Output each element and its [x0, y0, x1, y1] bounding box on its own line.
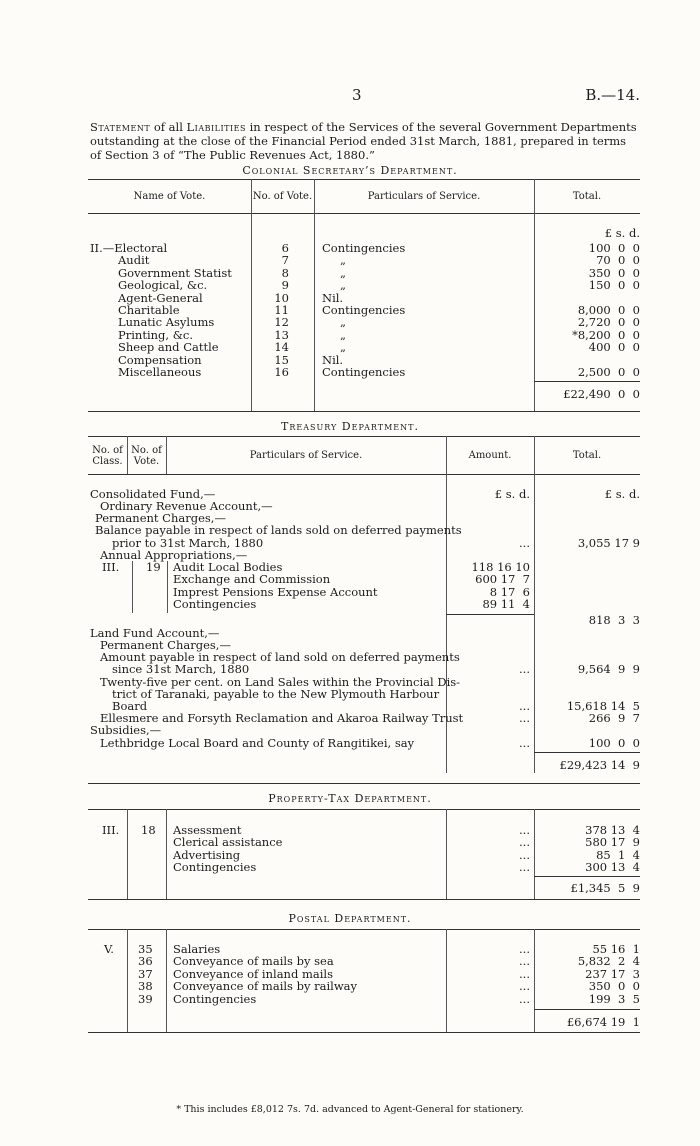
- treasury-header-vote: No. of Vote.: [131, 445, 162, 467]
- property-tax-amount: 378 13 4: [585, 823, 640, 837]
- treasury-header-particulars: Particulars of Service.: [249, 450, 363, 461]
- property-tax-ellipsis: ...: [519, 860, 530, 875]
- postal-amount: 237 17 3: [585, 966, 640, 981]
- colonial-amount: 8,000 0 0: [577, 303, 640, 317]
- treasury-class: III.: [102, 560, 120, 574]
- property-tax-col-divider: [166, 809, 167, 899]
- statement-intro: [90, 120, 638, 162]
- treasury-amount: 118 16 10: [471, 560, 530, 574]
- colonial-particular: „: [340, 265, 346, 280]
- treasury-line: Annual Appropriations,—: [100, 548, 248, 562]
- colonial-vote-no: 12: [274, 315, 289, 330]
- colonial-total-pounds: £22,490: [563, 387, 611, 401]
- footnote: * This includes £8,012 7s. 7d. advanced to Agent-General for stationery.: [176, 1104, 524, 1115]
- colonial-amount: 150 0 0: [588, 278, 640, 293]
- colonial-particular: „: [340, 278, 346, 293]
- colonial-header-name: Name of Vote.: [133, 191, 206, 202]
- postal-vote: 36: [138, 954, 153, 969]
- treasury-item: Contingencies: [173, 597, 257, 611]
- treasury-title: Treasury Department.: [281, 420, 419, 433]
- page-number: 3: [352, 86, 362, 104]
- treasury-line: Subsidies,—: [90, 723, 162, 737]
- colonial-amount: 70 0 0: [596, 253, 640, 268]
- colonial-vote-name: Agent-General: [118, 290, 203, 305]
- colonial-vote-name: Geological, &c.: [118, 278, 208, 293]
- colonial-vote-no: 7: [281, 253, 289, 268]
- treasury-sum-rule: [534, 752, 640, 753]
- colonial-vote-no: 11: [274, 303, 289, 317]
- property-tax-item: Assessment: [173, 823, 242, 837]
- postal-item: Salaries: [173, 942, 221, 956]
- colonial-total-d: 0: [632, 387, 640, 401]
- postal-ellipsis: ...: [519, 991, 530, 1006]
- treasury-line: Ellesmere and Forsyth Reclamation and Akaroa Railway Trust: [100, 711, 464, 725]
- colonial-vote-name: Miscellaneous: [118, 365, 202, 379]
- treasury-bracket: [132, 561, 133, 613]
- intro-text1: of all: [150, 120, 187, 134]
- property-tax-ellipsis: ...: [519, 847, 530, 862]
- colonial-vote-no: 6: [281, 241, 289, 255]
- treasury-vote: 19: [146, 560, 161, 574]
- colonial-particular: Contingencies: [322, 303, 406, 317]
- treasury-item: Imprest Pensions Expense Account: [173, 585, 378, 599]
- colonial-vote-name: Audit: [118, 253, 150, 268]
- treasury-total: 15,618 14 5: [566, 699, 640, 713]
- colonial-vote-name: Printing, &c.: [118, 327, 194, 342]
- property-tax-top-rule: [88, 809, 640, 810]
- colonial-vote-no: 10: [274, 290, 289, 305]
- colonial-top-rule: [88, 179, 640, 180]
- postal-vote: 37: [138, 966, 153, 981]
- postal-col-divider: [127, 929, 128, 1032]
- colonial-vote-no: 14: [274, 340, 289, 355]
- treasury-ellipsis: ...: [519, 662, 530, 676]
- treasury-ellipsis: ...: [519, 711, 530, 725]
- treasury-item: Exchange and Commission: [173, 572, 331, 586]
- treasury-amount: 89 11 4: [482, 597, 530, 611]
- colonial-vote-name: Compensation: [118, 352, 202, 367]
- postal-vote: 39: [138, 991, 153, 1006]
- colonial-grand-total: [534, 388, 640, 400]
- treasury-line: Permanent Charges,—: [95, 511, 226, 525]
- colonial-vote-name: Lunatic Asylums: [118, 315, 215, 330]
- document-reference: B.—14.: [585, 86, 640, 104]
- postal-item: Contingencies: [173, 991, 257, 1006]
- treasury-header-total: Total.: [572, 450, 602, 461]
- treasury-line: prior to 31st March, 1880: [112, 536, 264, 550]
- property-tax-col-divider: [127, 809, 128, 899]
- colonial-amount: 350 0 0: [588, 265, 640, 280]
- colonial-vote-name: Charitable: [118, 303, 180, 317]
- treasury-line: Permanent Charges,—: [100, 638, 231, 652]
- treasury-line: Ordinary Revenue Account,—: [100, 499, 273, 513]
- treasury-line: trict of Taranaki, payable to the New Plymouth Harbour: [112, 687, 440, 701]
- colonial-amount: 2,720 0 0: [577, 315, 640, 330]
- property-tax-item: Clerical assistance: [173, 835, 283, 850]
- colonial-header-total: Total.: [572, 191, 602, 202]
- postal-item: Conveyance of mails by sea: [173, 954, 334, 969]
- postal-top-rule: [88, 929, 640, 930]
- colonial-particular: Nil.: [322, 290, 344, 305]
- colonial-header-rule: [88, 213, 640, 214]
- treasury-line: Land Fund Account,—: [90, 626, 220, 640]
- colonial-sum-rule: [534, 381, 640, 382]
- colonial-vote-no: 8: [281, 265, 289, 280]
- treasury-amount: 600 17 7: [475, 572, 530, 586]
- postal-ellipsis: ...: [519, 942, 530, 956]
- colonial-vote-no: 13: [274, 327, 289, 342]
- intro-text2: in respect of the Services of the several Government Departments outstanding at the close of the Financial Period ended 31st March, 1881, prepared in terms of Section 3 of “The Public Revenues Act, 1880.”: [90, 120, 637, 162]
- postal-amount: 199 3 5: [588, 991, 640, 1006]
- colonial-particular: Nil.: [322, 352, 344, 367]
- treasury-line: since 31st March, 1880: [112, 662, 250, 676]
- treasury-ellipsis: ...: [519, 699, 530, 713]
- treasury-line: Twenty-five per cent. on Land Sales within the Provincial Dis-: [100, 675, 461, 689]
- treasury-total: 3,055 17 9: [577, 536, 640, 550]
- intro-lead2: Liabilities: [186, 120, 246, 134]
- treasury-total: 266 9 7: [588, 711, 640, 725]
- colonial-vote-name: Sheep and Cattle: [118, 340, 219, 355]
- colonial-amount: 100 0 0: [588, 241, 640, 255]
- property-tax-ellipsis: ...: [519, 835, 530, 850]
- colonial-title: Colonial Secretary’s Department.: [242, 164, 458, 177]
- treasury-grand-total: £29,423 14 9: [559, 758, 640, 772]
- postal-amount: 55 16 1: [592, 942, 640, 956]
- intro-lead: Statement: [90, 120, 151, 134]
- postal-ellipsis: ...: [519, 979, 530, 994]
- colonial-vote-name: II.—Electoral: [90, 241, 168, 255]
- colonial-vote-name: Government Statist: [118, 265, 232, 280]
- property-tax-item: Advertising: [173, 847, 241, 862]
- postal-col-divider: [166, 929, 167, 1032]
- colonial-particular: „: [340, 253, 346, 268]
- treasury-total-header: £ s. d.: [604, 487, 640, 501]
- treasury-top-rule: [88, 436, 640, 437]
- colonial-amount: 400 0 0: [588, 340, 640, 355]
- property-tax-sum-rule: [534, 876, 640, 877]
- treasury-item: Audit Local Bodies: [173, 560, 283, 574]
- treasury-line: Lethbridge Local Board and County of Rangitikei, say: [100, 736, 415, 750]
- treasury-bottom-rule: [88, 783, 640, 784]
- colonial-particular: „: [340, 315, 346, 330]
- property-tax-total: £1,345 5 9: [570, 881, 640, 895]
- property-tax-vote: 18: [141, 823, 156, 837]
- treasury-total: 818 3 3: [588, 613, 640, 627]
- colonial-amount: 2,500 0 0: [577, 365, 640, 379]
- treasury-ellipsis: ...: [519, 736, 530, 750]
- postal-bottom-rule: [88, 1032, 640, 1033]
- treasury-line: Board: [112, 699, 148, 713]
- property-tax-title: Property-Tax Department.: [268, 792, 432, 805]
- colonial-header-particulars: Particulars of Service.: [367, 191, 481, 202]
- treasury-amount: 8 17 6: [489, 585, 530, 599]
- treasury-line: Consolidated Fund,—: [90, 487, 216, 501]
- postal-item: Conveyance of mails by railway: [173, 979, 358, 994]
- colonial-particular: „: [340, 327, 346, 342]
- colonial-currency: £ s. d.: [604, 226, 640, 240]
- treasury-total: 100 0 0: [588, 736, 640, 750]
- postal-amount: 350 0 0: [588, 979, 640, 994]
- colonial-particular: „: [340, 340, 346, 355]
- postal-item: Conveyance of inland mails: [173, 966, 333, 981]
- property-tax-bottom-rule: [88, 899, 640, 900]
- treasury-total: 9,564 9 9: [577, 662, 640, 676]
- treasury-amount-header: £ s. d.: [494, 487, 530, 501]
- treasury-header-class: No. of Class.: [92, 445, 123, 467]
- colonial-vote-no: 9: [281, 278, 289, 293]
- postal-sum-rule: [534, 1009, 640, 1010]
- treasury-header-amount: Amount.: [468, 450, 512, 461]
- property-tax-amount: 300 13 4: [585, 860, 640, 875]
- colonial-amount: *8,200 0 0: [572, 327, 640, 342]
- postal-amount: 5,832 2 4: [577, 954, 640, 969]
- treasury-header-rule: [88, 474, 640, 475]
- treasury-line: Amount payable in respect of land sold on deferred payments: [100, 650, 460, 664]
- colonial-total-s: 0: [618, 387, 626, 401]
- postal-class: V.: [104, 942, 114, 956]
- colonial-vote-no: 15: [274, 352, 289, 367]
- colonial-vote-no: 16: [274, 365, 289, 379]
- postal-ellipsis: ...: [519, 954, 530, 969]
- postal-vote: 38: [138, 979, 153, 994]
- treasury-ellipsis: ...: [519, 536, 530, 550]
- colonial-particular: Contingencies: [322, 365, 406, 379]
- postal-title: Postal Department.: [288, 912, 412, 925]
- property-tax-amount: 580 17 9: [585, 835, 640, 850]
- postal-ellipsis: ...: [519, 966, 530, 981]
- colonial-bottom-rule: [88, 411, 640, 412]
- property-tax-item: Contingencies: [173, 860, 257, 875]
- property-tax-ellipsis: ...: [519, 823, 530, 837]
- colonial-header-no: No. of Vote.: [252, 191, 313, 202]
- postal-total: £6,674 19 1: [566, 1015, 640, 1029]
- treasury-line: Balance payable in respect of lands sold on deferred payments: [95, 523, 462, 537]
- property-tax-class: III.: [102, 823, 120, 837]
- treasury-sub-rule: [446, 614, 534, 615]
- property-tax-amount: 85 1 4: [596, 847, 640, 862]
- colonial-particular: Contingencies: [322, 241, 406, 255]
- treasury-bracket: [167, 561, 168, 613]
- postal-vote: 35: [138, 942, 153, 956]
- colonial-col-divider: [314, 179, 315, 411]
